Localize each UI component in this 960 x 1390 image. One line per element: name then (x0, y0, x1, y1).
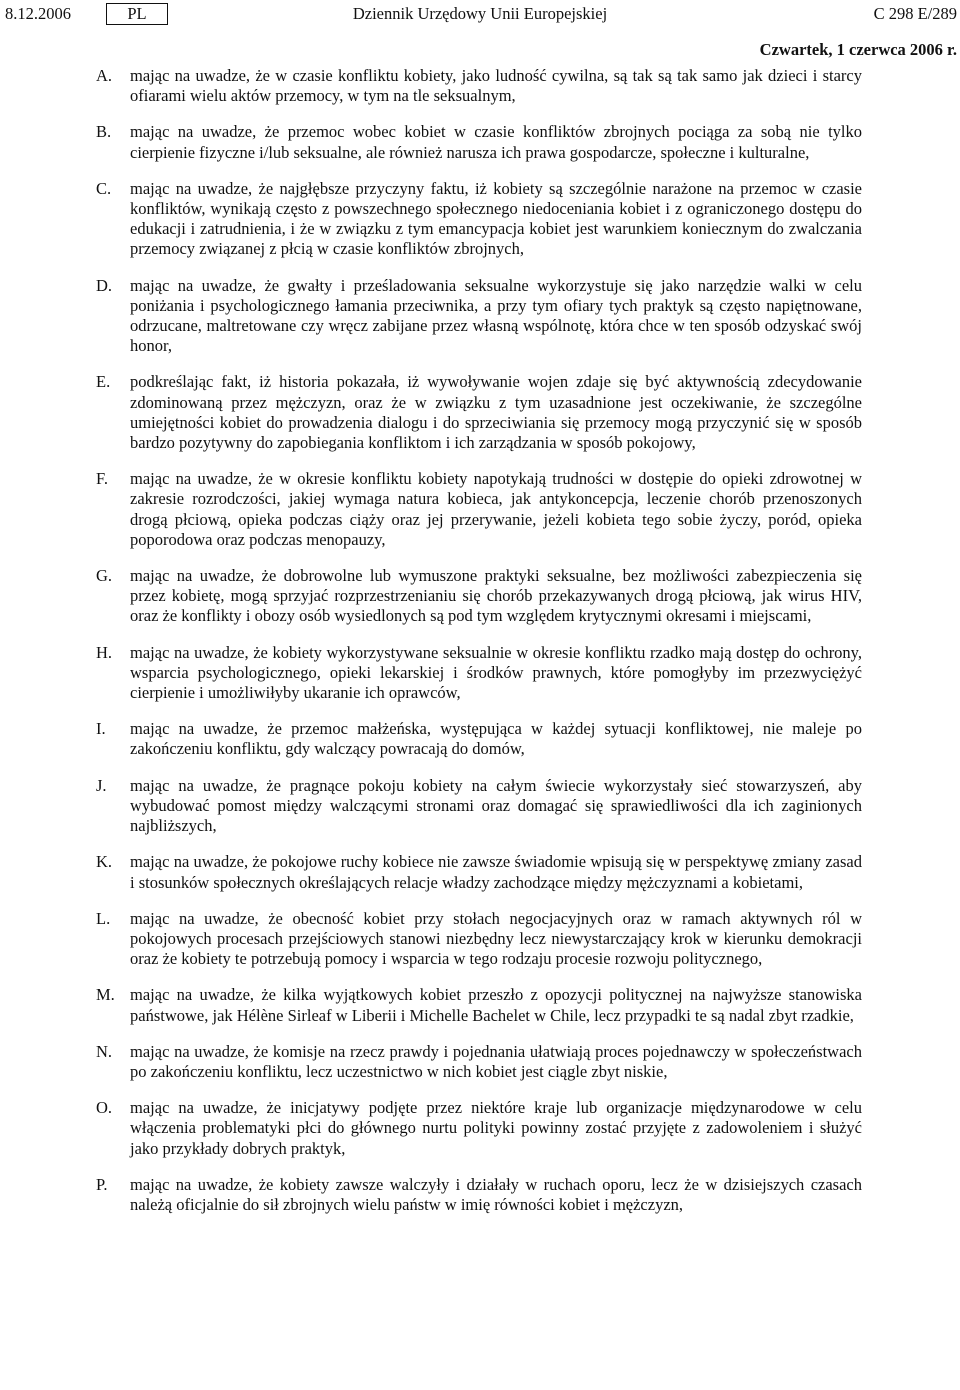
recital-item (96, 909, 862, 970)
recital-text: mając na uwadze, że inicjatywy podjęte przez niektóre kraje lub organizacje międzynarodowe w celu włączenia problematyki płci do głównego nurtu polityki powinny zostać przyjęte z zadowoleniem i służyć jako przykłady dobrych praktyk, (130, 1098, 862, 1158)
recital-letter: K. (96, 852, 113, 872)
recital-letter: B. (96, 122, 112, 142)
journal-title: Dziennik Urzędowy Unii Europejskiej (352, 4, 608, 23)
recital-letter: I. (96, 719, 106, 739)
recital-text: mając na uwadze, że w czasie konfliktu kobiety, jako ludność cywilna, są tak są tak samo jak dzieci i starcy ofiarami wielu aktów przemocy, w tym na tle seksualnym, (130, 66, 862, 106)
recital-text: mając na uwadze, że dobrowolne lub wymuszone praktyki seksualne, bez możliwości zabezpieczenia się przez kobietę, mogą sprzyjać rozprzestrzenianiu się chorób przekazywanych drogą płciową, jak wirus HIV, oraz że konflikty i obozy osób wysiedlonych są pod tym względem krytycznymi okresami i miejscami, (130, 566, 862, 626)
recital-letter: L. (96, 908, 111, 928)
recital-item (96, 122, 862, 162)
recital-letter: M. (96, 985, 115, 1005)
recital-letter: C. (96, 178, 112, 198)
language-code-box: PL (106, 3, 168, 25)
recital-text: podkreślając fakt, iż historia pokazała, iż wywoływanie wojen zdaje się być aktywnością zdecydowanie zdominowaną przez mężczyzn, oraz że w związku z tym uzasadnione jest oczekiwanie, że szczególne umiejętności kobiet do prowadzenia dialogu i do sprzeciwiania się przemocy mogą przyczynić się w sposób bardzo pozytywny do zapobiegania konfliktom i ich zarządzania w sposób pokojowy, (130, 372, 862, 453)
recital-item (96, 852, 862, 892)
recital-item (96, 719, 862, 759)
recital-item (96, 276, 862, 357)
page-header (0, 3, 960, 25)
recital-text: mając na uwadze, że kobiety zawsze walczyły i działały w ruchach oporu, lecz że w dzisiejszych czasach należą oficjalnie do sił zbrojnych wielu państw w imię równości kobiet i mężczyzn, (130, 1174, 862, 1214)
recital-item (96, 179, 862, 260)
recital-text: mając na uwadze, że gwałty i prześladowania seksualne wykorzystuje się jako narzędzie walki w celu poniżania i psychologicznego łamania przeciwnika, a przy tym ofiary tych praktyk są często napiętnowane, odrzucane, maltretowane czy wręcz zabijane przez własną wspólnotę, która chce w ten sposób odzyskać swój honor, (130, 275, 862, 356)
recital-letter: N. (96, 1041, 113, 1061)
recital-text: mając na uwadze, że obecność kobiet przy stołach negocjacyjnych oraz w ramach aktywnych ról w pokojowych procesach przejściowych stanowi niezbędny lecz niewystarczający krok w kierunku demokracji oraz że kobiety te potrzebują pomocy i wsparcia w tego rodzaju procesie rozwoju politycznego, (130, 908, 862, 969)
recital-letter: G. (96, 566, 113, 586)
recital-item (96, 1175, 862, 1215)
recital-item (96, 1098, 862, 1159)
recital-item (96, 985, 862, 1025)
recital-item (96, 469, 862, 550)
recital-letter: D. (96, 275, 113, 295)
recital-text: mając na uwadze, że pragnące pokoju kobiety na całym świecie wykorzystały sieć stowarzyszeń, aby wybudować pomost między walczącymi stronami oraz domagać się sprawiedliwości dla ich zaginionych najbliższych, (130, 775, 862, 836)
recitals-list (96, 66, 862, 1215)
recital-text: mając na uwadze, że najgłębsze przyczyny faktu, iż kobiety są szczególnie narażone na przemoc w czasie konfliktów, wynikają często z powszechnego społecznego niedoceniania kobiet i z ograniczonego dostępu do edukacji i zatrudnienia, i że w związku z tym emancypacja kobiet jest warunkiem koniecznym do zwalczania przemocy związanej z płcią w czasie konfliktów zbrojnych, (130, 178, 862, 259)
recital-letter: P. (96, 1174, 108, 1194)
recital-item (96, 372, 862, 453)
recital-letter: A. (96, 66, 113, 85)
recital-text: mając na uwadze, że kilka wyjątkowych kobiet przeszło z opozycji politycznej na najwyższe stanowiska państwowe, jak Hélène Sirleaf w Liberii i Michelle Bachelet w Chile, lecz przypadki te są nadal zbyt rzadkie, (130, 985, 862, 1025)
recital-text: mając na uwadze, że kobiety wykorzystywane seksualnie w okresie konfliktu rzadko mają dostęp do ochrony, wsparcia psychologicznego, opieki lekarskiej i środków prawnych, które pomogłyby im przezwyciężyć cierpienie i umożliwiłyby ukaranie ich oprawców, (130, 642, 862, 703)
recital-letter: O. (96, 1098, 113, 1118)
sitting-date: Czwartek, 1 czerwca 2006 r. (759, 40, 957, 59)
recital-text: mając na uwadze, że przemoc małżeńska, występująca w każdej sytuacji konfliktowej, nie maleje po zakończeniu konfliktu, gdy walczący powracają do domów, (130, 719, 862, 759)
recital-text: mając na uwadze, że przemoc wobec kobiet w czasie konfliktów zbrojnych pociąga za sobą nie tylko cierpienie fizyczne i/lub seksualne, ale również narusza ich prawa gospodarcze, społeczne i kulturalne, (130, 122, 862, 162)
recital-item (96, 643, 862, 704)
recital-letter: J. (96, 775, 107, 795)
journal-reference: C 298 E/289 (873, 4, 957, 23)
recital-text: mając na uwadze, że pokojowe ruchy kobiece nie zawsze świadomie wpisują się w perspektywę zmiany zasad i stosunków społecznych określających relacje władzy zachodzące między mężczyznami a kobietami, (130, 852, 862, 892)
recital-text: mając na uwadze, że komisje na rzecz prawdy i pojednania ułatwiają proces pojednawczy w społeczeństwach po zakończeniu konfliktu, lecz uczestnictwo w nich kobiet jest ciągle zbyt niskie, (130, 1041, 862, 1081)
recital-item (96, 566, 862, 627)
recital-item (96, 66, 862, 106)
recital-letter: H. (96, 642, 113, 662)
recital-text: mając na uwadze, że w okresie konfliktu kobiety napotykają trudności w dostępie do opieki zdrowotnej w zakresie rozrodczości, jakiej wymaga natura kobieca, jak antykoncepcja, leczenie chorób przenoszonych drogą płciową, opieka podczas ciąży oraz jej przerywanie, jeżeli kobieta tego sobie życzy, poród, opieka poporodowa oraz podczas menopauzy, (130, 469, 862, 549)
publication-date: 8.12.2006 (5, 4, 71, 23)
recital-letter: F. (96, 469, 108, 489)
recital-item (96, 776, 862, 837)
recital-item (96, 1042, 862, 1082)
recital-letter: E. (96, 372, 111, 392)
